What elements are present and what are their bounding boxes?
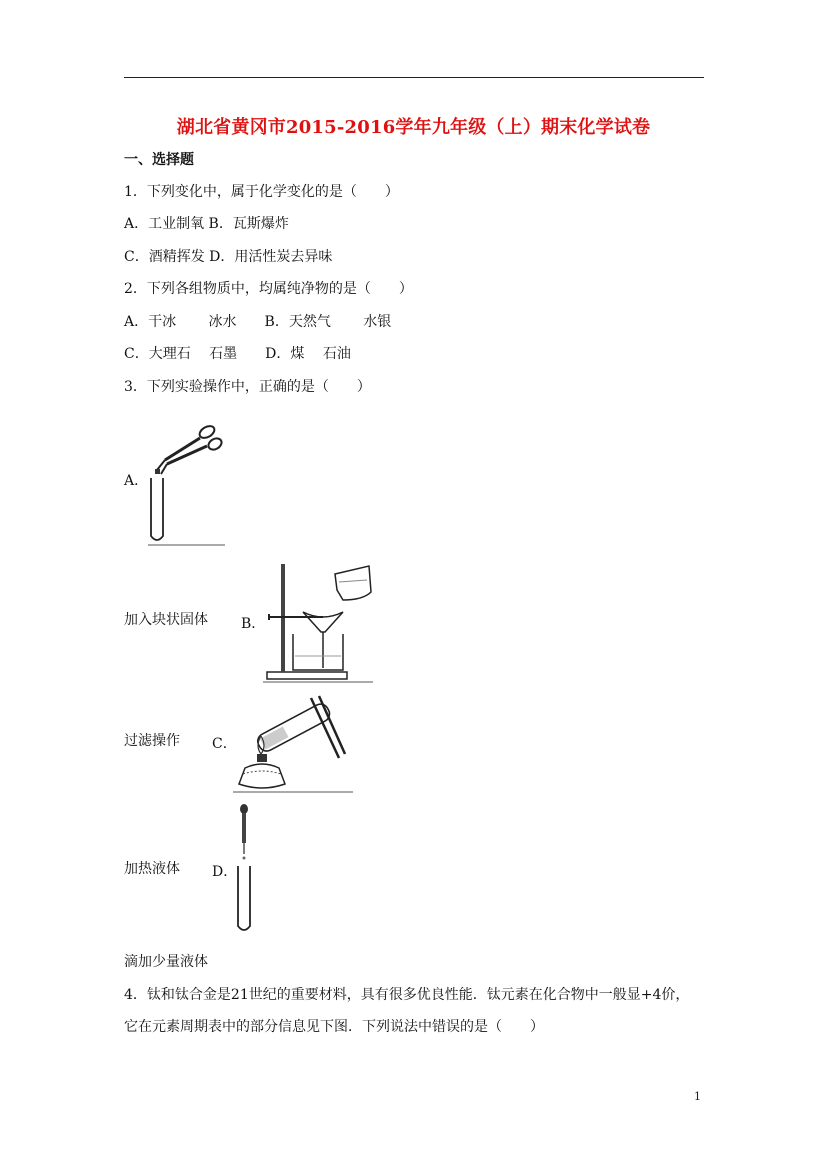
heating-liquid-figure [233,688,355,796]
question-3-caption-a: 加入块状固体 [124,612,208,628]
question-1-options-cd: C．酒精挥发 D．用活性炭去异味 [124,249,333,265]
question-4-line-2: 它在元素周期表中的部分信息见下图．下列说法中错误的是（ ） [124,1019,544,1035]
question-3-option-a-label: A． [124,473,149,489]
question-3-option-b-label: B． [241,616,266,632]
section-heading: 一、选择题 [124,152,194,168]
question-2-stem: 2．下列各组物质中，均属纯净物的是（ ） [124,281,413,297]
question-2-options-ab: A．干冰 冰水 B．天然气 水银 [124,314,392,330]
question-3-stem: 3．下列实验操作中，正确的是（ ） [124,379,371,395]
exam-title: 湖北省黄冈市2015-2016学年九年级（上）期末化学试卷 [176,117,651,138]
filtration-figure [263,560,375,684]
question-3-option-c-label: C． [212,736,237,752]
question-3-caption-b: 过滤操作 [124,733,180,749]
page-number: 1 [694,1090,701,1103]
question-1-options-ab: A．工业制氧 B．瓦斯爆炸 [124,216,289,232]
question-4-line-1: 4．钛和钛合金是21世纪的重要材料，具有很多优良性能．钛元素在化合物中一般显+4价， [124,987,690,1003]
tongs-test-tube-figure [145,418,227,548]
question-1-stem: 1．下列变化中，属于化学变化的是（ ） [124,184,399,200]
header-rule [124,77,704,78]
question-3-caption-c: 加热液体 [124,861,180,877]
question-2-options-cd: C．大理石 石墨 D．煤 石油 [124,346,351,362]
dropper-test-tube-figure [232,802,256,936]
question-3-caption-d: 滴加少量液体 [124,954,208,970]
question-3-option-d-label: D． [212,864,238,880]
